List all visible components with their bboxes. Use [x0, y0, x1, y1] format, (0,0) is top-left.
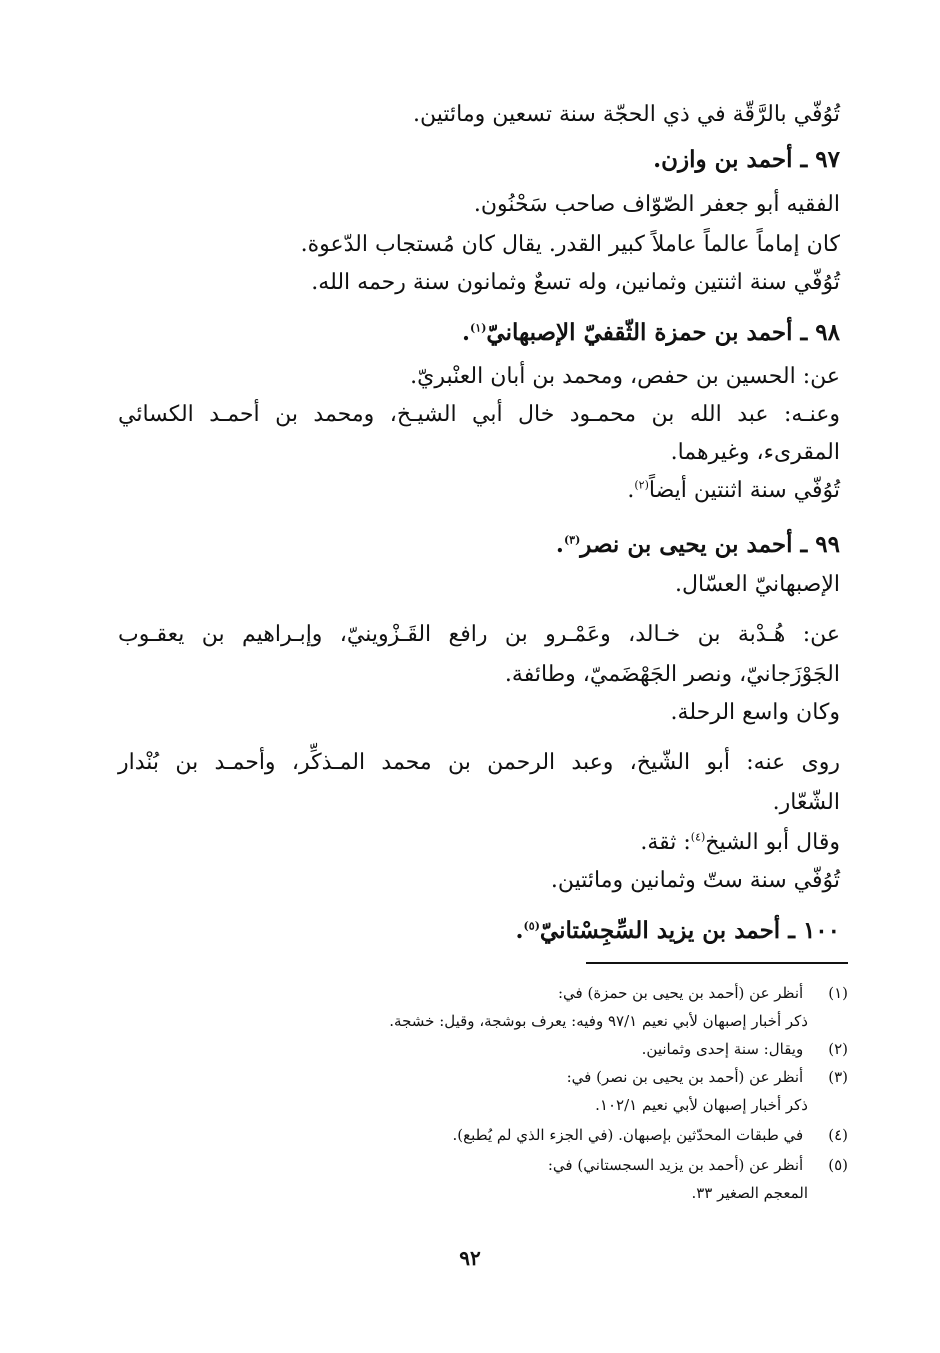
footnote-number: (٣) [828, 1068, 848, 1086]
footnote [567, 1066, 848, 1088]
entry-heading-97: ٩٧ ـ أحمد بن وازن. [653, 146, 840, 173]
footnote [558, 982, 848, 1004]
footnote-text: أنظر عن (أحمد بن يحيى بن نصر) في: [566, 1068, 804, 1086]
footnote-text: أنظر عن (أحمد بن يزيد السجستاني) في: [547, 1156, 804, 1174]
body-text: وقال أبو الشيخ [705, 830, 840, 855]
body-line: كان إماماً عالماً عاملاً كبير القدر. يقال كان مُستجاب الدّعوة. [300, 232, 840, 257]
footnote-mark: (٤) [690, 830, 706, 844]
footnote-text: ويقال: سنة إحدى وثمانين. [641, 1040, 804, 1058]
body-line: عن: الحسين بن حفص، ومحمد بن أبان العنْبريّ. [410, 364, 840, 389]
body-line: الفقيه أبو جعفر الصّوّاف صاحب سَحْنُون. [473, 192, 840, 217]
body-line: المقرىء، وغيرهما. [670, 440, 840, 465]
body-line: الإصبهانيّ العسّال. [674, 572, 840, 597]
page-number: ٩٢ [459, 1246, 481, 1270]
body-line: تُوُفّي سنة ستّ وثمانين ومائتين. [550, 868, 840, 893]
entry-heading-99 [556, 530, 840, 560]
body-line: وعنـه: عبد الله بن محمـود خال أبي الشيـخ، ومحمد بن أحمـد الكسائي [118, 402, 840, 427]
footnote-mark: (٣) [563, 533, 581, 547]
line-period: . [627, 478, 635, 503]
footnote-number: (٥) [828, 1156, 848, 1174]
heading-period: . [555, 531, 564, 558]
body-line: عن: هُـدْبة بن خـالد، وعَمْـرو بن رافع القَـزْوينيّ، وإبـراهيم بن يعقـوب [118, 622, 840, 647]
body-text: تُوُفّي سنة اثنتين أيضاً [648, 478, 840, 503]
footnote [642, 1038, 848, 1060]
heading-period: . [462, 319, 471, 346]
body-line: تُوُفّي بالرَّقّة في ذي الحجّة سنة تسعين ومائتين. [412, 102, 840, 127]
footnote-separator [586, 962, 848, 964]
body-line: وكان واسع الرحلة. [670, 700, 840, 725]
footnote-number: (٤) [828, 1126, 848, 1144]
footnote-mark: (٥) [523, 919, 540, 933]
footnote-text: أنظر عن (أحمد بن يحيى بن حمزة) في: [557, 984, 804, 1002]
entry-heading-98 [462, 318, 840, 348]
footnote-text: في طبقات المحدّثين بإصبهان. (في الجزء الذي لم يُطبع). [452, 1126, 804, 1144]
footnote-continuation: ذكر أخبار إصبهان لأبي نعيم ٩٧/١ وفيه: يعرف بوشجة، وقيل: خشجة. [389, 1012, 808, 1030]
heading-text: ٩٩ ـ أحمد بن يحيى بن نصر [580, 531, 840, 558]
footnote-mark: (٢) [634, 478, 649, 492]
body-line [640, 828, 840, 858]
footnote-continuation: المعجم الصغير ٣٣. [691, 1184, 808, 1202]
body-line: تُوُفّي سنة اثنتين وثمانين، وله تسعٌ وثمانون سنة رحمه الله. [311, 270, 840, 295]
footnote-mark: (١) [470, 321, 487, 335]
footnote [548, 1154, 848, 1176]
footnote-number: (٢) [828, 1040, 848, 1058]
body-line: الشّعّار. [772, 790, 840, 815]
heading-text: ٩٨ ـ أحمد بن حمزة الثّقفيّ الإصبهانيّ [486, 319, 840, 346]
entry-heading-100 [516, 916, 840, 946]
body-line: الجَوْزَجانيّ، ونصر الجَهْضَميّ، وطائفة. [504, 662, 840, 687]
body-line [627, 476, 840, 506]
heading-text: ١٠٠ ـ أحمد بن يزيد السِّجِسْتانيّ [539, 917, 840, 944]
footnote-continuation: ذكر أخبار إصبهان لأبي نعيم ١٠٢/١. [595, 1096, 808, 1114]
footnote [453, 1124, 849, 1146]
body-line: روى عنه: أبو الشّيخ، وعبد الرحمن بن محمد المـذكِّر، وأحمـد بن بُنْدار [118, 750, 840, 775]
footnote-number: (١) [828, 984, 848, 1002]
heading-period: . [515, 917, 524, 944]
body-text: : ثقة. [640, 830, 691, 855]
